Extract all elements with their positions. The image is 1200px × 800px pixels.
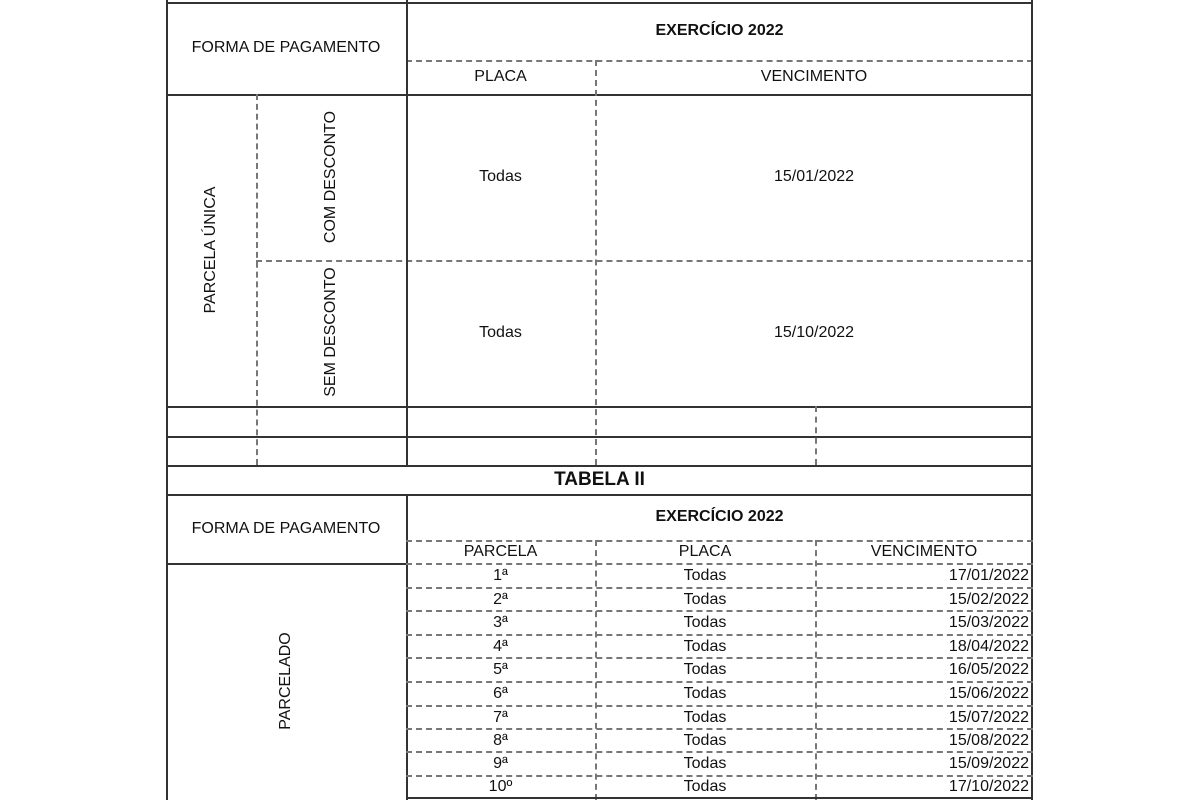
t2-exercicio-header: EXERCÍCIO 2022 xyxy=(655,508,784,525)
t2-row-vencimento: 15/09/2022 xyxy=(948,754,1029,772)
t2-row-placa: Todas xyxy=(683,754,727,772)
t2-row-vencimento: 16/05/2022 xyxy=(948,660,1029,678)
t2-row-placa: Todas xyxy=(683,684,727,702)
t2-row-vencimento: 17/10/2022 xyxy=(948,778,1029,795)
t2-row-vencimento: 15/03/2022 xyxy=(948,613,1029,631)
t2-row-parcela: 4ª xyxy=(493,637,508,655)
t2-row-parcela: 6ª xyxy=(493,684,508,702)
t2-row-placa: Todas xyxy=(683,637,727,655)
t2-row-parcela: 7ª xyxy=(493,708,508,726)
t2-row-placa: Todas xyxy=(683,613,727,631)
t2-row-placa: Todas xyxy=(683,566,727,584)
t2-vencimento-header: VENCIMENTO xyxy=(870,542,978,560)
parcela-unica-label: PARCELA ÚNICA xyxy=(202,186,219,314)
sem-desconto-label: SEM DESCONTO xyxy=(322,267,339,397)
t1-forma-pagamento-header: FORMA DE PAGAMENTO xyxy=(191,39,381,56)
t2-row-parcela: 2ª xyxy=(493,590,508,608)
t2-row-parcela: 5ª xyxy=(493,660,508,678)
t2-placa-header: PLACA xyxy=(678,542,732,560)
t2-row-vencimento: 18/04/2022 xyxy=(948,637,1029,655)
t2-row-placa: Todas xyxy=(683,778,727,795)
t1-placa-header: PLACA xyxy=(474,68,527,85)
tabela-ii-title: TABELA II xyxy=(554,469,645,490)
t1-exercicio-header: EXERCÍCIO 2022 xyxy=(655,22,784,39)
t1-row1-vencimento: 15/01/2022 xyxy=(773,168,855,185)
t2-row-parcela: 10º xyxy=(488,778,513,795)
t2-row-parcela: 9ª xyxy=(493,754,508,772)
t2-row-vencimento: 17/01/2022 xyxy=(948,566,1029,584)
t2-row-vencimento: 15/07/2022 xyxy=(948,708,1029,726)
t2-row-parcela: 8ª xyxy=(493,731,508,749)
t1-vencimento-header: VENCIMENTO xyxy=(760,68,868,85)
t2-row-vencimento: 15/06/2022 xyxy=(948,684,1029,702)
t2-row-vencimento: 15/02/2022 xyxy=(948,590,1029,608)
t1-row2-placa: Todas xyxy=(479,324,522,341)
t2-parcela-header: PARCELA xyxy=(463,542,538,560)
t2-row-vencimento: 15/08/2022 xyxy=(948,731,1029,749)
parcelado-label: PARCELADO xyxy=(277,632,294,730)
t2-forma-pagamento-header: FORMA DE PAGAMENTO xyxy=(191,519,381,537)
t1-row1-placa: Todas xyxy=(479,168,522,185)
com-desconto-label: COM DESCONTO xyxy=(322,110,339,244)
payment-schedule-document xyxy=(166,0,1033,800)
t2-row-placa: Todas xyxy=(683,590,727,608)
t2-row-parcela: 3ª xyxy=(493,613,508,631)
t1-row2-vencimento: 15/10/2022 xyxy=(773,324,855,341)
t2-row-placa: Todas xyxy=(683,660,727,678)
t2-row-placa: Todas xyxy=(683,708,727,726)
t2-row-placa: Todas xyxy=(683,731,727,749)
t2-row-parcela: 1ª xyxy=(493,566,508,584)
